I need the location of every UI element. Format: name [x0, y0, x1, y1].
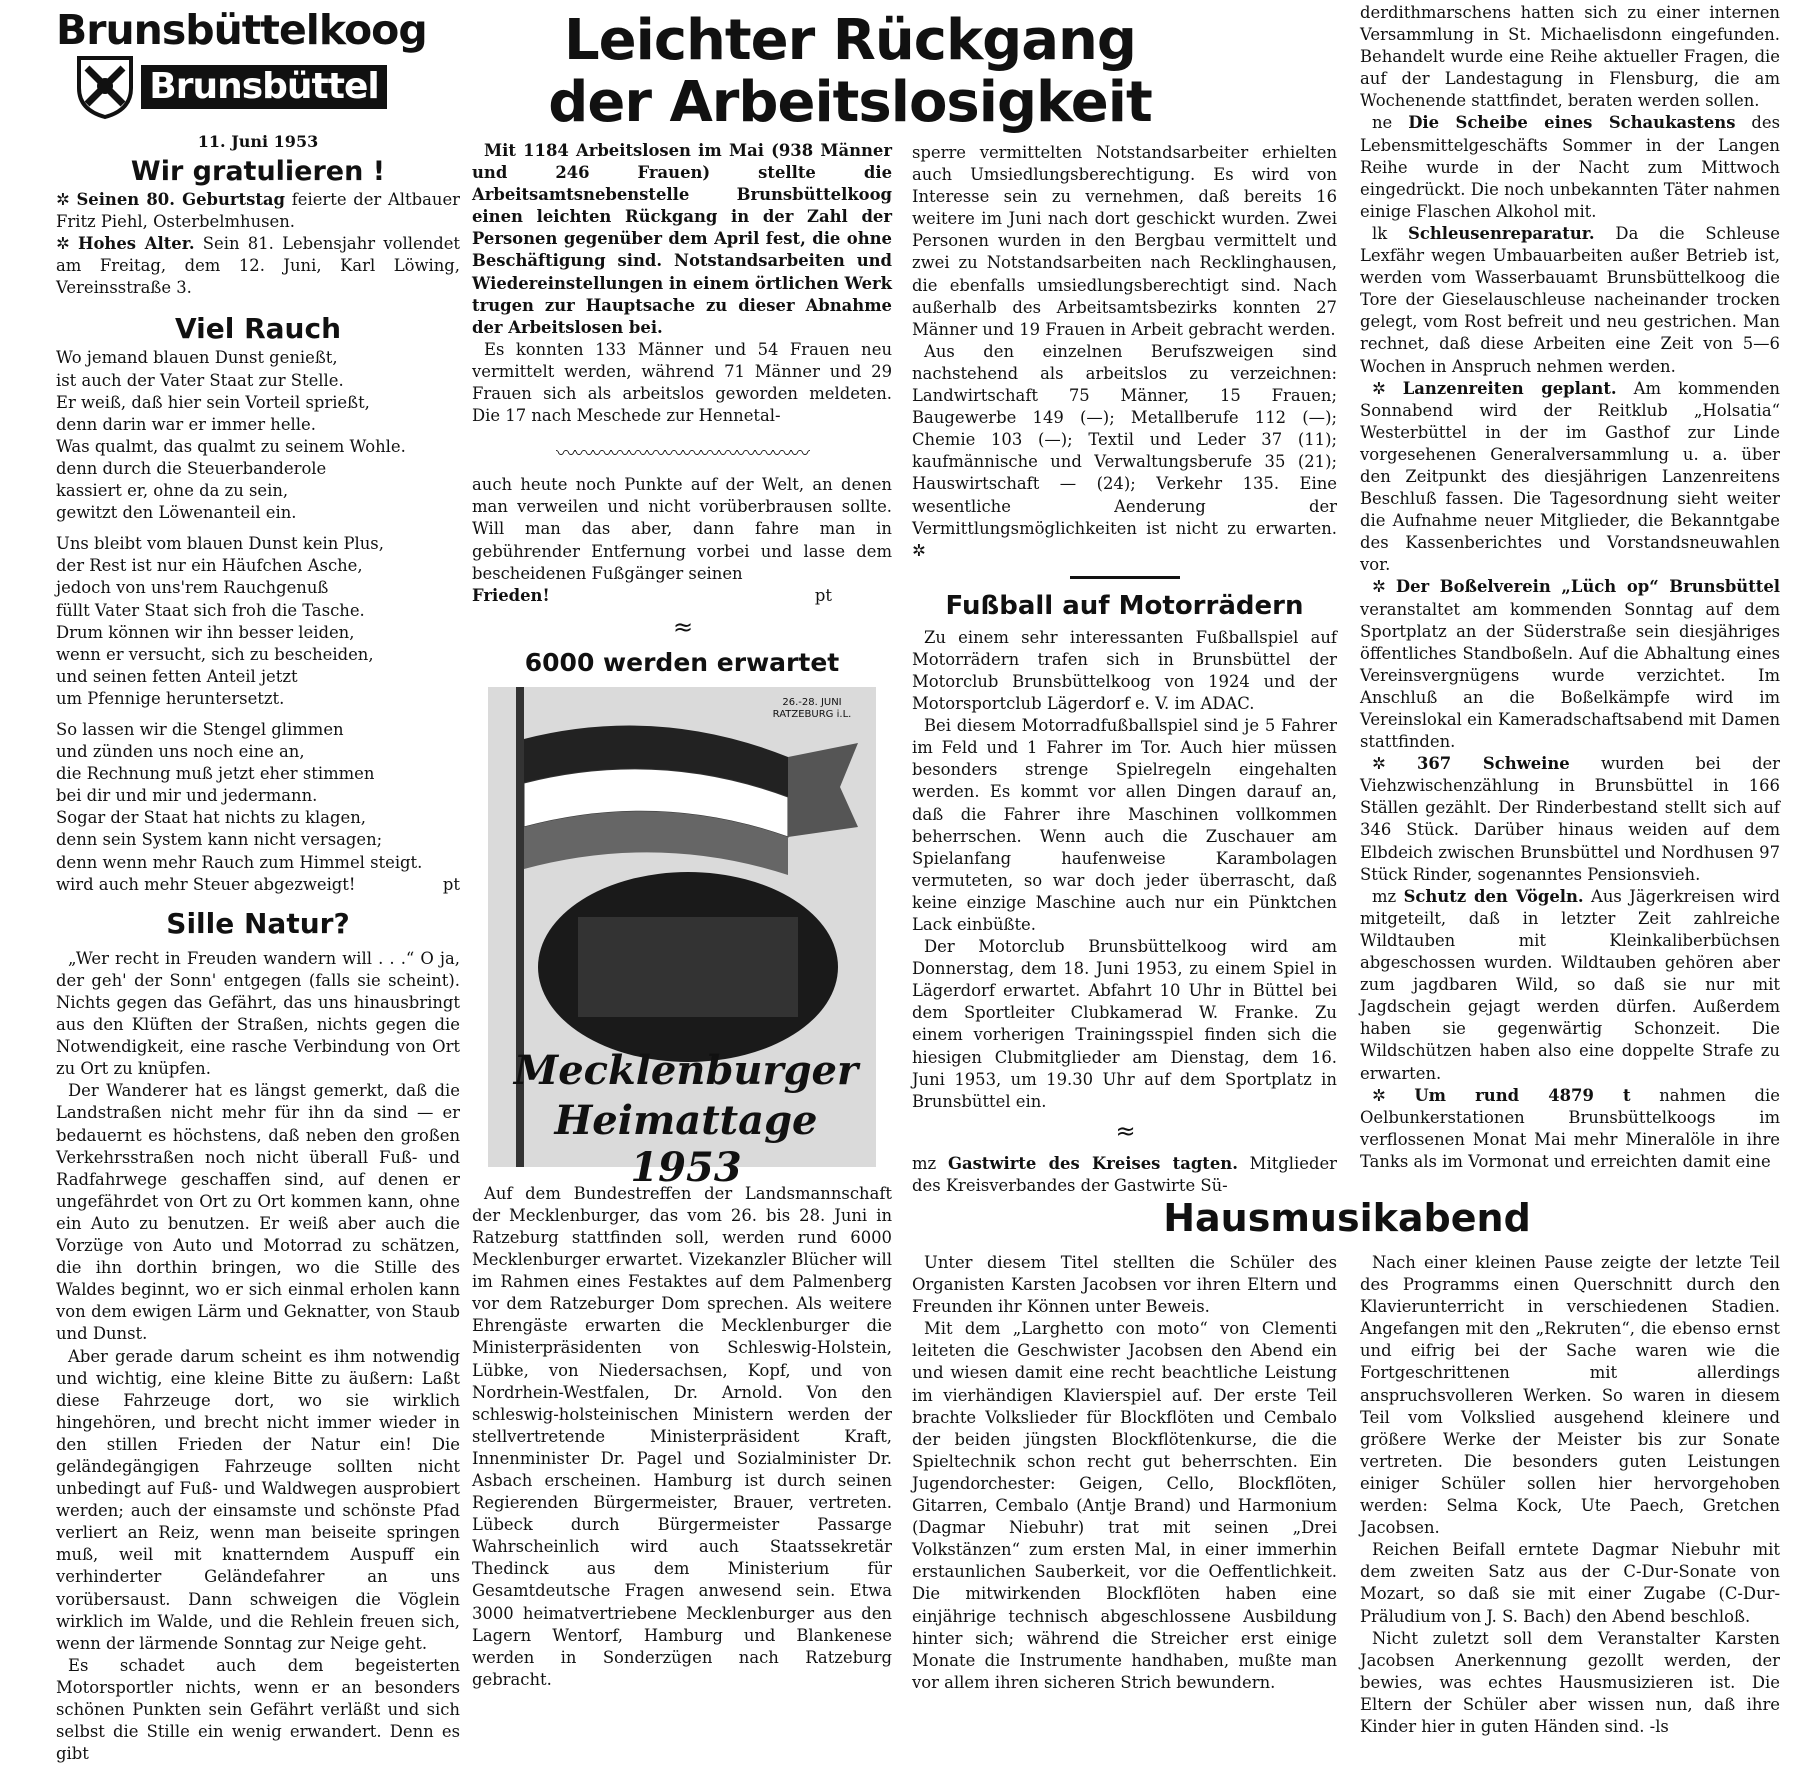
article-stille-natur: „Wer recht in Freuden wandern will . . .“ O ja, der geh' der Sonn' entgegen (falls sie scheint). Nichts gegen das Gefährt, das uns hinausbringt aus den Klüften der Straßen, nichts gegen die Notwendigkeit, eine rasche Verbindung von Ort zu Ort zu knüpfen. Der Wanderer hat es längst gemerkt, daß die Landstraßen nicht mehr für ihn da sind — er bedauernt es höchstens, daß neben den großen Verkehrsstraßen noch nicht überall Fuß- und Radfahrwege geschaffen sind, auf denen er ungefährdet von Ort zu Ort kommen kann, ohne ein Auto zu benutzen. Er weiß aber auch die Vorzüge von Auto und Motorrad zu schätzen, die ihn dorthin bringen, wo die Stille des Waldes beginnt, wo er sich einmal erholen kann von dem ewigen Lärm und Geknatter, von Staub und Dunst. Aber gerade darum scheint es ihm notwendig und wichtig, eine kleine Bitte zu äußern: Laßt diese Fahrzeuge dort, wo sie wirklich hingehören, und brecht nicht immer wieder in den stillen Frieden der Natur ein! Die geländegängigen Fahrzeuge sollten nicht unbedingt auf Fuß- und Waldwegen ausprobiert werden; auch der einsamste und schönste Pfad verliert an Reiz, wenn man beiseite springen muß, weil mit knatterndem Auspuff ein verhinderter Geländefahrer an uns vorübersaust. Dann schweigen die Vöglein wirklich im Walde, und die Rehlein freuen sich, wenn der lärmende Sonntag zur Neige geht. Es schadet auch dem begeisterten Motorsportler nichts, wenn er an besonders schönen Punkten sein Gefährt verläßt und sich selbst die Stille ein wenig erwandert. Denn es gibt: [56, 948, 460, 1764]
heading-hausmusik: Hausmusikabend: [1163, 1196, 1531, 1240]
hausmusik-signature: -ls: [1649, 1716, 1669, 1736]
poster-title-1: Mecklenburger: [513, 1046, 859, 1094]
stille-natur-continued: auch heute noch Punkte auf der Welt, an denen man verweilen und nicht vorüberbrausen sollte. Will man das aber, dann fahre man in gebührender Entfernung vorbei und lasse dem bescheidenen Fußgänger seinen Frieden! pt: [472, 475, 892, 605]
town-crest-icon: [75, 54, 135, 120]
article-6000: Auf dem Bundestreffen der Landsmannschaft der Mecklenburger, das vom 26. bis 28. Juni in Ratzeburg stattfinden soll, werden rund 6000 Mecklenburger erwartet. Vizekanzler Blücher will im Rahmen eines Festaktes auf dem Palmenberg vor dem Ratzeburger Dom sprechen. Als weitere Ehrengäste erwarten die Mecklenburger die Ministerpräsidenten von Schleswig-Holstein, Lübke, von Niedersachsen, Kopf, und von Nordrhein-Westfalen, Dr. Arnold. Von den schleswig-holsteinischen Ministern werden der stellvertretende Ministerpräsident Kraft, Innenminister Dr. Pagel und Sozialminister Dr. Asbach erscheinen. Hamburg ist durch seinen Regierenden Bürgermeister, Brauer, vertreten. Lübeck durch Bürgermeister Passarge Wahrscheinlich wird auch Staatssekretär Thedinck aus dem Ministerium für Gesamtdeutsche Fragen anwesend sein. Etwa 3000 heimatvertriebene Mecklenburger aus den Lagern Wentorf, Hamburg und Blankenese werden in Sonderzügen nach Ratzeburg gebracht.: [472, 1183, 892, 1689]
hausmusik-col-1: Unter diesem Titel stellten die Schüler des Organisten Karsten Jacobsen vor ihren Eltern und Freunden ihr Können unter Beweis. Mit dem „Larghetto con moto“ von Clementi leiteten die Geschwister Jacobsen den Abend ein und wiesen damit eine recht beachtliche Leistung im vierhändigen Klavierspiel auf. Der erste Teil brachte Volkslieder für Blockflöten und Cembalo der beiden jüngsten Blockflötenkurse, die die Spieltechnik schon recht gut beherrschten. Ein Jugendorchester: Geigen, Cello, Blockflöten, Gitarren, Cembalo (Antje Brand) und Harmonium (Dagmar Niebuhr) trat mit seinen „Drei Volkstänzen“ zum ersten Mal, in einer immerhin erstaunlichen Sauberkeit, vor die Oeffentlichkeit. Die mitwirkenden Blockflöten haben eine einjährige technisch abgeschlossene Ausbildung hinter sich; während die Streicher erst einige Monate die Instrumente handhaben, mußte man vor allem ihren sicheren Strich bewundern.: [912, 1253, 1337, 1692]
column-2: [472, 140, 892, 1691]
masthead-line2: Brunsbüttel: [141, 65, 386, 109]
poem-line: bei dir und mir und jedermann.: [56, 786, 318, 806]
masthead-line1: Brunsbüttelkoog: [56, 6, 427, 54]
poem-line: So lassen wir die Stengel glimmen: [56, 719, 344, 739]
poster-flag-text: 26.-28. JUNI RATZEBURG i.L.: [772, 696, 852, 720]
poem-line: Uns bleibt vom blauen Dunst kein Plus,: [56, 534, 384, 554]
poem-line: kassiert er, ohne da zu sein,: [56, 481, 289, 501]
news-item: lk Schleusenreparatur. Da die Schleuse Lexfähr wegen Umbauarbeiten außer Betrieb ist, werden vom Wasserbauamt Brunsbüttelkoog die Tore der Gieselauschleuse nacheinander trocken gelegt, vom Rost befreit und neu gestrichen. Man rechnet, daß diese Arbeiten eine Zeit von 5—6 Wochen in Anspruch nehmen werden.: [1360, 223, 1780, 376]
news-item: ne Die Scheibe eines Schaukastens des Lebensmittelgeschäfts Sommer in der Langen Reihe wurde in der Nacht zum Mittwoch eingedrückt. Die noch unbekannten Täter nahmen einige Flaschen Alkohol mit.: [1360, 113, 1780, 221]
column-1: [56, 0, 460, 1765]
main-headline-line2: der Arbeitslosigkeit: [548, 70, 1152, 135]
news-item: ✲ Um rund 4879 t nahmen die Oelbunkerstationen Brunsbüttelkoogs im verflossenen Monat Mai mehr Mineralöle in ihre Tanks als im Vormonat und erreichten damit eine: [1360, 1085, 1780, 1171]
heading-stille-natur: Sille Natur?: [166, 906, 350, 940]
poem-line: denn wenn mehr Rauch zum Himmel steigt.: [56, 852, 423, 872]
poem-line: Sogar der Staat hat nichts zu klagen,: [56, 808, 366, 828]
poem-viel-rauch: [56, 347, 460, 895]
main-headline: [470, 10, 1230, 134]
poem-line: Drum können wir ihn besser leiden,: [56, 622, 355, 642]
poem-signature: pt: [442, 874, 460, 894]
separator-2: ≈: [1115, 1116, 1134, 1145]
poem-line: Was qualmt, das qualmt zu seinem Wohle.: [56, 436, 406, 456]
issue-date: 11. Juni 1953: [197, 132, 319, 151]
poem-line: und zünden uns noch eine an,: [56, 742, 305, 762]
poster-image: [488, 687, 876, 1191]
wavy-divider: 〰〰〰〰〰〰〰〰〰〰〰〰〰〰: [556, 441, 808, 466]
short-rule: [1070, 576, 1180, 579]
news-item: ✲ Lanzenreiten geplant. Am kommenden Sonnabend wird der Reitklub „Holsatia“ Westerbüttel in der im Gasthof zur Linde vorgesehenen Generalversammlung u. a. über den Zeitpunkt des diesjährigen Lanzenreitens Beschluß fassen. Die Tagesordnung sieht weiter die Aufnahme neuer Mitglieder, die Bekanntgabe des Kassenberichtes und Vorstandsneuwahlen vor.: [1360, 378, 1780, 575]
poem-line: die Rechnung muß jetzt eher stimmen: [56, 764, 375, 784]
poem-line: ist auch der Vater Staat zur Stelle.: [56, 370, 344, 390]
poem-line: jedoch von uns'rem Rauchgenuß: [56, 578, 329, 598]
poster-title-2: Heimattage 1953: [554, 1096, 818, 1191]
masthead: [56, 6, 427, 120]
poem-line: denn sein System kann nicht versagen;: [56, 830, 383, 850]
poem-line: Wo jemand blauen Dunst genießt,: [56, 348, 338, 368]
col4-articles: derdithmarschens hatten sich zu einer internen Versammlung in St. Michaelisdonn eingefunden. Behandelt wurde eine Reihe aktueller Fragen, die auf der Landestagung in Flensburg, die am Wochenende stattfindet, beraten werden sollen. ne Die Scheibe eines Schaukastens des Lebensmittelgeschäfts Sommer in der Langen Reihe wurde in der Nacht zum Mittwoch eingedrückt. Die noch unbekannten Täter nahmen einige Flaschen Alkohol mit. lk Schleusenreparatur. Da die Schleuse Lexfähr wegen Umbauarbeiten außer Betrieb ist, werden vom Wasserbauamt Brunsbüttelkoog die Tore der Gieselauschleuse nacheinander trocken gelegt, vom Rost befreit und neu gestrichen. Man rechnet, daß diese Arbeiten eine Zeit von 5—6 Wochen in Anspruch nehmen werden. ✲ Lanzenreiten geplant. Am kommenden Sonnabend wird der Reitklub „Holsatia“ Westerbüttel in der im Gasthof zur Linde vorgesehenen Generalversammlung u. a. über den Zeitpunkt des diesjährigen Lanzenreitens Beschluß fassen. Die Tagesordnung sieht weiter die Aufnahme neuer Mitglieder, die Bekanntgabe des Kassenberichtes und Vorstandsneuwahlen vor. ✲ Der Boßelverein „Lüch op“ Brunsbüttel veranstaltet am kommenden Sonntag auf dem Sportplatz an der Süderstraße sein diesjähriges öffentliches Standboßeln. Auf die Abhaltung eines Vereinsvergnügens wurde verzichtet. Im Anschluß an die Boßelkämpfe wird im Vereinslokal ein Kameradschaftsabend mit Damen stattfinden. ✲ 367 Schweine wurden bei der Viehzwischenzählung in Brunsbüttel in 166 Ställen gezählt. Der Rinderbestand stellt sich auf 346 Stück. Darüber hinaus weiden auf dem Elbdeich zwischen Brunsbüttel und Nordhusen 97 Stück Rinder, sogenanntes Pensionsvieh. mz Schutz den Vögeln. Aus Jägerkreisen wird mitgeteilt, daß in letzter Zeit zahlreiche Wildtauben mit Kleinkaliberbüchsen abgeschossen wurden. Wildtauben gehören aber zum jagdbaren Wild, so daß sie nur mit Jagdschein gejagt werden dürfen. Außerdem haben sie gegenwärtig Schonzeit. Die Wildschützen haben also eine doppelte Strafe zu erwarten. ✲ Um rund 4879 t nahmen die Oelbunkerstationen Brunsbüttelkoogs im verflossenen Monat Mai mehr Mineralöle in ihre Tanks als im Vormonat und erreichten damit eine: [1360, 2, 1780, 1173]
heading-6000: 6000 werden erwartet: [524, 647, 840, 677]
poem-line: wird auch mehr Steuer abgezweigt!: [56, 874, 356, 894]
poem-line: füllt Vater Staat sich froh die Tasche.: [56, 600, 365, 620]
heading-gratulieren: Wir gratulieren !: [130, 156, 386, 187]
heading-fussball: Fußball auf Motorrädern: [945, 590, 1304, 621]
poem-line: und seinen fetten Anteil jetzt: [56, 666, 298, 686]
article-fussball: Zu einem sehr interessanten Fußballspiel auf Motorrädern trafen sich in Brunsbüttel der Motorclub Brunsbüttelkoog von 1924 und der Motorsportclub Lägerdorf e. V. im ADAC. Bei diesem Motorradfußballspiel sind je 5 Fahrer im Feld und 1 Fahrer im Tor. Auch hier müssen besonders strenge Spielregeln eingehalten werden. Es kommt vor allen Dingen darauf an, daß die Fahrer ihre Maschinen vollkommen beherrschen. Wenn auch die Zuschauer am Spielanfang haufenweise Karambolagen vermuteten, so war doch jeder überrascht, daß keine einzige Maschine auch nur ein Pünktchen Lack einbüßte. Der Motorclub Brunsbüttelkoog wird am Donnerstag, dem 18. Juni 1953, zu einem Spiel in Lägerdorf erwartet. Abfahrt 10 Uhr in Büttel bei dem Sportleiter Clubkamerad W. Franke. Zu einem vorherigen Trainingsspiel finden sich die hiesigen Clubmitglieder am Dienstag, dem 16. Juni 1953, um 19.30 Uhr auf dem Sportplatz in Brunsbüttel ein.: [912, 627, 1337, 1111]
poem-line: Er weiß, daß hier sein Vorteil sprießt,: [56, 392, 370, 412]
flag-icon: [488, 687, 876, 1167]
news-item: ✲ 367 Schweine wurden bei der Viehzwischenzählung in Brunsbüttel in 166 Ställen gezählt. Der Rinderbestand stellt sich auf 346 Stück. Darüber hinaus weiden auf dem Elbdeich zwischen Brunsbüttel und Nordhusen 97 Stück Rinder, sogenanntes Pensionsvieh.: [1360, 754, 1781, 884]
poem-line: denn durch die Steuerbanderole: [56, 458, 327, 478]
hausmusik-col-2: Nach einer kleinen Pause zeigte der letzte Teil des Programms einen Querschnitt durch den Klavierunterricht in verschiedenen Stadien. Angefangen mit den „Rekruten“, die ebenso ernst und eifrig bei der Sache waren wie die Fortgeschrittenen mit allerdings anspruchsvolleren Werken. So waren in diesem Teil vom Volkslied ausgehend kleinere und größere Werke der Meister bis zur Sonate vertreten. Die besonders guten Leistungen einiger Schüler sollen hier hervorgehoben werden: Selma Kock, Ute Paech, Gretchen Jacobsen. Reichen Beifall erntete Dagmar Niebuhr mit dem zweiten Satz aus der C-Dur-Sonate von Mozart, so daß sie mit einer Zugabe (C-Dur-Präludium von J. S. Bach) den Abend beschloß. Nicht zuletzt soll dem Veranstalter Karsten Jacobsen Anerkennung gezollt werden, der bewies, was echtes Hausmusizieren ist. Die Eltern der Schüler aber wissen nun, daß ihre Kinder hier in guten Händen sind. -ls: [1360, 1253, 1780, 1736]
main-headline-line1: Leichter Rückgang: [563, 8, 1137, 73]
arbeitslosigkeit-continued: sperre vermittelten Notstandsarbeiter erhielten auch Umsiedlungsberechtigung. Es wird von Interesse sein zu vernehmen, daß bereits 16 weitere im Juni nach dort geschickt wurden. Zwei Personen wurden in den Bergbau vermittelt und zwei zu Notstandsarbeiten nach Recklinghausen, die ebenfalls umsiedlungsberechtigt sind. Nach außerhalb des Arbeitsamtsbezirks konnten 27 Männer und 19 Frauen in Arbeit gebracht werden. Aus den einzelnen Berufszweigen sind nachstehend als arbeitslos zu verzeichnen: Landwirtschaft 75 Männer, 15 Frauen; Baugewerbe 149 (—); Metallberufe 112 (—); Chemie 103 (—); Textil und Leder 37 (11); kaufmännische und Verwaltungsberufe 35 (21); Hauswirtschaft — (24); Verkehr 135. Eine wesentliche Aenderung der Vermittlungsmöglichkeiten ist nicht zu erwarten. ✲: [912, 143, 1337, 560]
poem-line: wenn er versucht, sich zu bescheiden,: [56, 644, 374, 664]
poem-line: um Pfennige heruntersetzt.: [56, 688, 285, 708]
article-gastwirte: mz Gastwirte des Kreises tagten. Mitglieder des Kreisverbandes der Gastwirte Sü-: [912, 1153, 1337, 1195]
poem-line: gewitzt den Löwenanteil ein.: [56, 503, 297, 523]
arbeitslosigkeit-text: Es konnten 133 Männer und 54 Frauen neu vermittelt werden, während 71 Männer und 29 Frauen sich als arbeitslos geworden meldeten. Die 17 nach Meschede zur Hennetal-: [472, 339, 892, 426]
news-item: mz Schutz den Vögeln. Aus Jägerkreisen wird mitgeteilt, daß in letzter Zeit zahlreiche Wildtauben mit Kleinkaliberbüchsen abgeschossen wurden. Wildtauben gehören aber zum jagdbaren Wild, so daß sie nur mit Jagdschein gejagt werden dürfen. Außerdem haben sie gegenwärtig Schonzeit. Die Wildschützen haben also eine doppelte Strafe zu erwarten.: [1360, 886, 1780, 1083]
heading-viel-rauch: Viel Rauch: [174, 312, 342, 346]
arbeitslosigkeit-lead: Mit 1184 Arbeitslosen im Mai (938 Männer und 246 Frauen) stellte die Arbeitsamtsnebenstelle Brunsbüttelkoog einen leichten Rückgang in der Zahl der Personen gegenüber dem April fest, die ohne Beschäftigung sind. Notstandsarbeiten und Wiedereinstellungen in einem örtlichen Werk trugen zur Hauptsache zu dieser Abnahme der Arbeitslosen bei.: [472, 141, 892, 337]
column-3: [912, 142, 1337, 1197]
column-4: [1360, 2, 1780, 1173]
gratulieren-text: ✲ Seinen 80. Geburtstag feierte der Altbauer Fritz Piehl, Osterbelmhusen. ✲ Hohes Alter. Sein 81. Lebensjahr vollendet am Freitag, dem 12. Juni, Karl Löwing, Vereinsstraße 3.: [56, 190, 460, 298]
poem-line: denn darin war er immer helle.: [56, 414, 316, 434]
poem-line: der Rest ist nur ein Häufchen Asche,: [56, 556, 363, 576]
separator: ≈: [672, 612, 692, 641]
news-item: ✲ Der Boßelverein „Lüch op“ Brunsbüttel veranstaltet am kommenden Sonntag auf dem Sportplatz an der Süderstraße sein diesjähriges öffentliches Standboßeln. Auf die Abhaltung eines Vereinsvergnügens wurde verzichtet. Im Anschluß an die Boßelkämpfe wird im Vereinslokal ein Kameradschaftsabend mit Damen stattfinden.: [1360, 577, 1780, 752]
